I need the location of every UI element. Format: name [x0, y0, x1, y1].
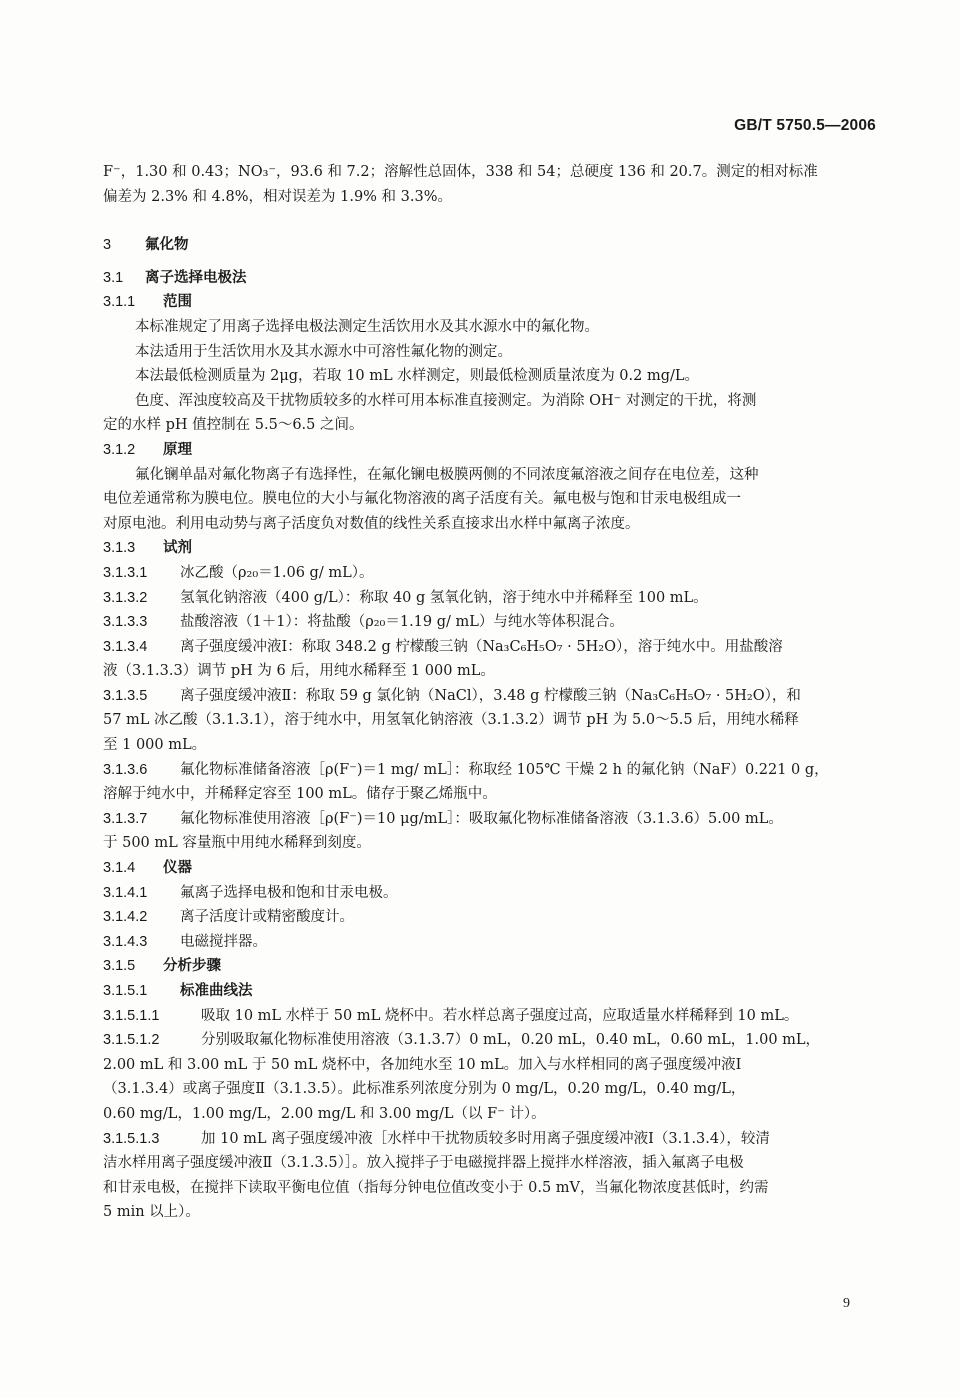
list-item: 3.1.5.1.3 加 10 mL 离子强度缓冲液［水样中干扰物质较多时用离子强度缓冲液Ⅰ（3.1.3.4），较清: [103, 1130, 770, 1147]
list-item: 3.1.4.1 氟离子选择电极和饱和甘汞电极。: [103, 884, 398, 901]
section-heading-3-1: 3.1 离子选择电极法: [103, 268, 247, 286]
text-line: 洁水样用离子强度缓冲液Ⅱ（3.1.3.5）］。放入搅拌子于电磁搅拌器上搅拌水样溶液，插入氟离子电极: [103, 1155, 744, 1172]
list-item: 3.1.3.3 盐酸溶液（1＋1）：将盐酸（ρ₂₀＝1.19 g/ mL）与纯水等体积混合。: [103, 614, 624, 631]
list-item: 3.1.3.4 离子强度缓冲液Ⅰ：称取 348.2 g 柠檬酸三钠（Na₃C₆H₅O₇ · 5H₂O），溶于纯水中。用盐酸溶: [103, 638, 783, 655]
document-body: [103, 160, 873, 1225]
section-heading-3-1-2: 3.1.2 原理: [103, 440, 192, 458]
text-line: 5 min 以上）。: [103, 1204, 200, 1221]
section-heading-3: 3 氟化物: [103, 236, 189, 254]
text-line: 2.00 mL 和 3.00 mL 于 50 mL 烧杯中，各加纯水至 10 mL。加入与水样相同的离子强度缓冲液Ⅰ: [103, 1056, 742, 1073]
list-item: 3.1.5.1.1 吸取 10 mL 水样于 50 mL 烧杯中。若水样总离子强度过高，应取适量水样稀释到 10 mL。: [103, 1007, 799, 1024]
section-heading-3-1-5: 3.1.5 分析步骤: [103, 957, 221, 975]
text-line: （3.1.3.4）或离子强度Ⅱ（3.1.3.5）。此标准系列浓度分别为 0 mg/L，0.20 mg/L，0.40 mg/L，: [103, 1081, 746, 1098]
text-line: 偏差为 2.3% 和 4.8%，相对误差为 1.9% 和 3.3%。: [103, 188, 453, 205]
text-line: 定的水样 pH 值控制在 5.5～6.5 之间。: [103, 417, 364, 434]
text-line: 0.60 mg/L，1.00 mg/L，2.00 mg/L 和 3.00 mg/L（以 F⁻ 计）。: [103, 1105, 546, 1122]
list-item: 3.1.3.1 冰乙酸（ρ₂₀＝1.06 g/ mL）。: [103, 564, 374, 581]
list-item: 3.1.3.5 离子强度缓冲液Ⅱ：称取 59 g 氯化钠（NaCl），3.48 g 柠檬酸三钠（Na₃C₆H₅O₇ · 5H₂O），和: [103, 687, 801, 704]
section-heading-3-1-3: 3.1.3 试剂: [103, 539, 192, 557]
text-line: 本法适用于生活饮用水及其水源水中可溶性氟化物的测定。: [135, 343, 512, 360]
text-line: 对原电池。利用电动势与离子活度负对数值的线性关系直接求出水样中氟离子浓度。: [103, 515, 640, 532]
text-line: 溶解于纯水中，并稀释定容至 100 mL。储存于聚乙烯瓶中。: [103, 786, 497, 803]
section-heading-3-1-1: 3.1.1 范围: [103, 293, 192, 311]
text-line: 至 1 000 mL。: [103, 737, 207, 754]
list-item: 3.1.3.7 氟化物标准使用溶液［ρ(F⁻)＝10 μg/mL］：吸取氟化物标准储备溶液（3.1.3.6）5.00 mL。: [103, 810, 783, 827]
list-item: 3.1.5.1.2 分别吸取氟化物标准使用溶液（3.1.3.7）0 mL，0.20 mL，0.40 mL，0.60 mL，1.00 mL，: [103, 1032, 821, 1049]
page-number: 9: [843, 1296, 850, 1311]
text-line: 于 500 mL 容量瓶中用纯水稀释到刻度。: [103, 835, 371, 852]
text-line: F⁻，1.30 和 0.43；NO₃⁻，93.6 和 7.2；溶解性总固体，338 和 54；总硬度 136 和 20.7。测定的相对标准: [103, 164, 818, 180]
text-line: 本标准规定了用离子选择电极法测定生活饮用水及其水源水中的氟化物。: [135, 318, 599, 335]
text-line: 色度、浑浊度较高及干扰物质较多的水样可用本标准直接测定。为消除 OH⁻ 对测定的干扰，将测: [135, 392, 757, 409]
text-line: 本法最低检测质量为 2μg，若取 10 mL 水样测定，则最低检测质量浓度为 0.2 mg/L。: [135, 368, 700, 385]
list-item: 3.1.3.2 氢氧化钠溶液（400 g/L）：称取 40 g 氢氧化钠，溶于纯水中并稀释至 100 mL。: [103, 589, 708, 606]
text-line: 电位差通常称为膜电位。膜电位的大小与氟化物溶液的离子活度有关。氟电极与饱和甘汞电极组成一: [103, 491, 741, 508]
list-item: 3.1.3.6 氟化物标准储备溶液［ρ(F⁻)＝1 mg/ mL］：称取经 105℃ 干燥 2 h 的氟化钠（NaF）0.221 0 g，: [103, 761, 829, 778]
list-item: 3.1.4.3 电磁搅拌器。: [103, 933, 267, 950]
section-heading-3-1-4: 3.1.4 仪器: [103, 859, 192, 877]
text-line: 和甘汞电极，在搅拌下读取平衡电位值（指每分钟电位值改变小于 0.5 mV，当氟化物浓度甚低时，约需: [103, 1179, 769, 1196]
text-line: 氟化镧单晶对氟化物离子有选择性，在氟化镧电极膜两侧的不同浓度氟溶液之间存在电位差，这种: [135, 466, 759, 483]
section-heading-3-1-5-1: 3.1.5.1 标准曲线法: [103, 982, 253, 999]
standard-code: GB/T 5750.5—2006: [734, 117, 876, 134]
list-item: 3.1.4.2 离子活度计或精密酸度计。: [103, 909, 354, 926]
text-line: 液（3.1.3.3）调节 pH 为 6 后，用纯水稀释至 1 000 mL。: [103, 663, 495, 680]
text-line: 57 mL 冰乙酸（3.1.3.1），溶于纯水中，用氢氧化钠溶液（3.1.3.2）调节 pH 为 5.0～5.5 后，用纯水稀释: [103, 712, 799, 729]
